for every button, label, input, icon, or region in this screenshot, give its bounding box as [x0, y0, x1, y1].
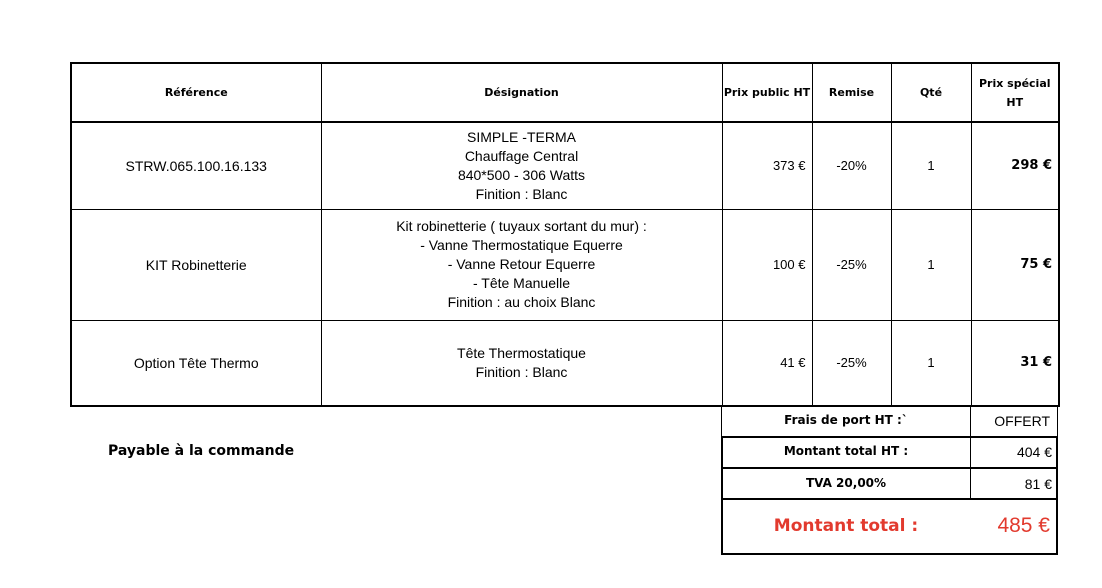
row-prix-special: 298 €: [971, 122, 1059, 209]
montant-ht-value: 404 €: [1016, 444, 1052, 460]
row-remise: -25%: [812, 209, 891, 320]
designation-line: Kit robinetterie ( tuyaux sortant du mur) :: [396, 218, 647, 234]
row-qte: 1: [891, 320, 971, 406]
row-reference: Option Tête Thermo: [71, 320, 321, 406]
designation-line: - Vanne Retour Equerre: [447, 256, 596, 272]
designation-line: Tête Thermostatique: [457, 344, 586, 361]
designation-line: Finition : Blanc: [475, 185, 568, 202]
table-row: [71, 209, 1059, 320]
row-reference: KIT Robinetterie: [71, 209, 321, 320]
row-prix-special: 31 €: [971, 320, 1059, 406]
frais-label: Frais de port HT :`: [784, 413, 908, 427]
row-remise: -20%: [812, 122, 891, 209]
designation-line: - Vanne Thermostatique Equerre: [420, 237, 623, 253]
tva-value: 81 €: [1024, 476, 1052, 492]
row-designation: [321, 209, 722, 320]
frais-value: OFFERT: [994, 413, 1050, 429]
quote-table: [70, 62, 1060, 407]
payment-note: Payable à la commande: [108, 443, 295, 459]
table-header-row: [71, 63, 1059, 122]
row-qte: 1: [891, 209, 971, 320]
designation-line: Finition : au choix Blanc: [447, 294, 596, 310]
designation-line: - Tête Manuelle: [472, 275, 570, 291]
header-reference: Référence: [71, 63, 321, 122]
header-designation: Désignation: [321, 63, 722, 122]
row-remise: -25%: [812, 320, 891, 406]
tva-label: TVA 20,00%: [805, 476, 887, 490]
row-reference: STRW.065.100.16.133: [71, 122, 321, 209]
header-prix-special-line1: Prix spécial: [978, 76, 1051, 90]
designation-line: SIMPLE -TERMA: [467, 128, 576, 145]
row-prix-public: 100 €: [722, 209, 812, 320]
designation-line: 840*500 - 306 Watts: [457, 166, 586, 183]
designation-line: Chauffage Central: [464, 147, 579, 164]
header-prix-special: [971, 63, 1059, 122]
row-prix-special: 75 €: [971, 209, 1059, 320]
row-prix-public: 373 €: [722, 122, 812, 209]
row-designation: [321, 320, 722, 406]
montant-ht-label: Montant total HT :: [783, 444, 909, 458]
header-prix-special-line2: HT: [1006, 95, 1024, 109]
table-row: [71, 122, 1059, 209]
designation-line: Finition : Blanc: [475, 363, 568, 380]
header-prix-public: Prix public HT: [722, 63, 812, 122]
row-qte: 1: [891, 122, 971, 209]
total-label: Montant total :: [773, 516, 919, 536]
row-prix-public: 41 €: [722, 320, 812, 406]
header-remise: Remise: [812, 63, 891, 122]
header-qte: Qté: [891, 63, 971, 122]
row-designation: [321, 122, 722, 209]
table-row: [71, 320, 1059, 406]
total-value: 485 €: [997, 514, 1050, 537]
